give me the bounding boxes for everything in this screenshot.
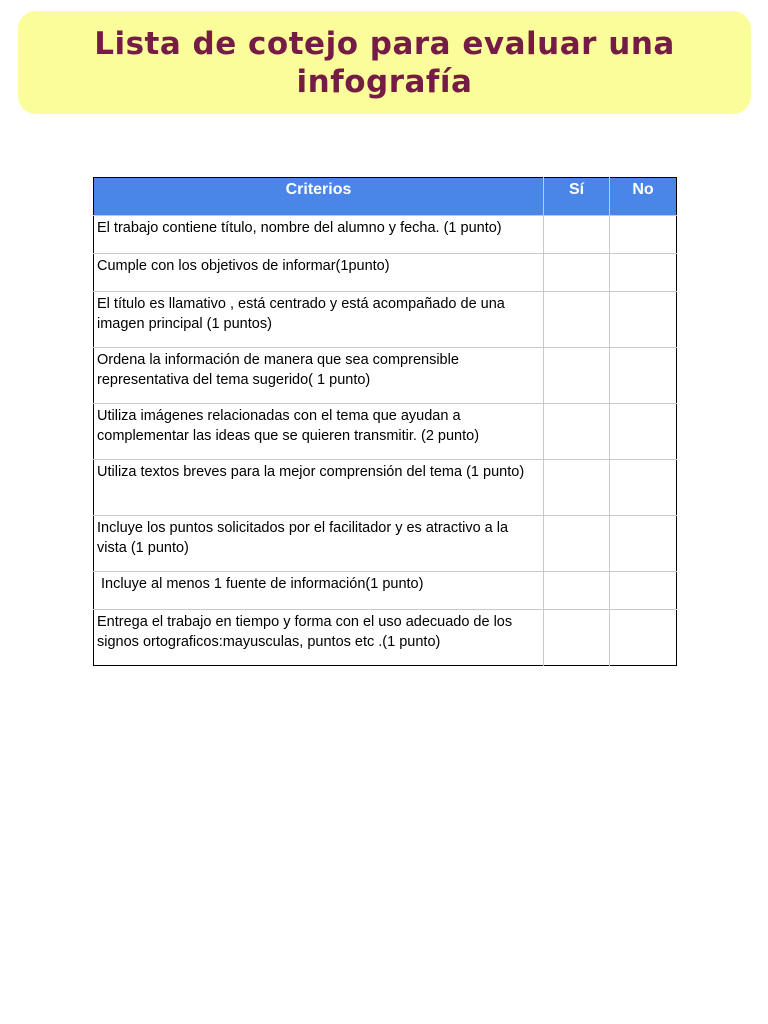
- si-cell[interactable]: [544, 254, 610, 292]
- criterio-cell: Incluye al menos 1 fuente de información(1 punto): [94, 572, 544, 610]
- table-row: [94, 292, 677, 348]
- criterio-cell: Cumple con los objetivos de informar(1punto): [94, 254, 544, 292]
- no-cell[interactable]: [610, 348, 677, 404]
- si-cell[interactable]: [544, 292, 610, 348]
- table-row: [94, 610, 677, 666]
- si-cell[interactable]: [544, 610, 610, 666]
- si-cell[interactable]: [544, 216, 610, 254]
- header-criterios: Criterios: [94, 178, 544, 216]
- header-si: Sí: [544, 178, 610, 216]
- criterio-cell: El trabajo contiene título, nombre del alumno y fecha. (1 punto): [94, 216, 544, 254]
- title-banner: [18, 11, 751, 114]
- si-cell[interactable]: [544, 460, 610, 516]
- si-cell[interactable]: [544, 404, 610, 460]
- no-cell[interactable]: [610, 292, 677, 348]
- no-cell[interactable]: [610, 404, 677, 460]
- table-row: [94, 254, 677, 292]
- page-title: Lista de cotejo para evaluar una infografía: [94, 25, 675, 100]
- no-cell[interactable]: [610, 610, 677, 666]
- criterio-cell: Utiliza imágenes relacionadas con el tema que ayudan a complementar las ideas que se quieren transmitir. (2 punto): [94, 404, 544, 460]
- table-header-row: [94, 178, 677, 216]
- table-row: [94, 216, 677, 254]
- table-row: [94, 404, 677, 460]
- table-row: [94, 572, 677, 610]
- criterio-cell: Ordena la información de manera que sea comprensible representativa del tema sugerido( 1 punto): [94, 348, 544, 404]
- si-cell[interactable]: [544, 516, 610, 572]
- si-cell[interactable]: [544, 572, 610, 610]
- criterio-cell: El título es llamativo , está centrado y está acompañado de una imagen principal (1 puntos): [94, 292, 544, 348]
- table-row: [94, 460, 677, 516]
- criterio-cell: Utiliza textos breves para la mejor comprensión del tema (1 punto): [94, 460, 544, 516]
- si-cell[interactable]: [544, 348, 610, 404]
- no-cell[interactable]: [610, 254, 677, 292]
- table-row: [94, 348, 677, 404]
- no-cell[interactable]: [610, 516, 677, 572]
- header-no: No: [610, 178, 677, 216]
- no-cell[interactable]: [610, 572, 677, 610]
- no-cell[interactable]: [610, 460, 677, 516]
- checklist-table: [93, 177, 677, 666]
- table-row: [94, 516, 677, 572]
- no-cell[interactable]: [610, 216, 677, 254]
- criterio-cell: Incluye los puntos solicitados por el facilitador y es atractivo a la vista (1 punto): [94, 516, 544, 572]
- criterio-cell: Entrega el trabajo en tiempo y forma con el uso adecuado de los signos ortograficos:mayusculas, puntos etc .(1 punto): [94, 610, 544, 666]
